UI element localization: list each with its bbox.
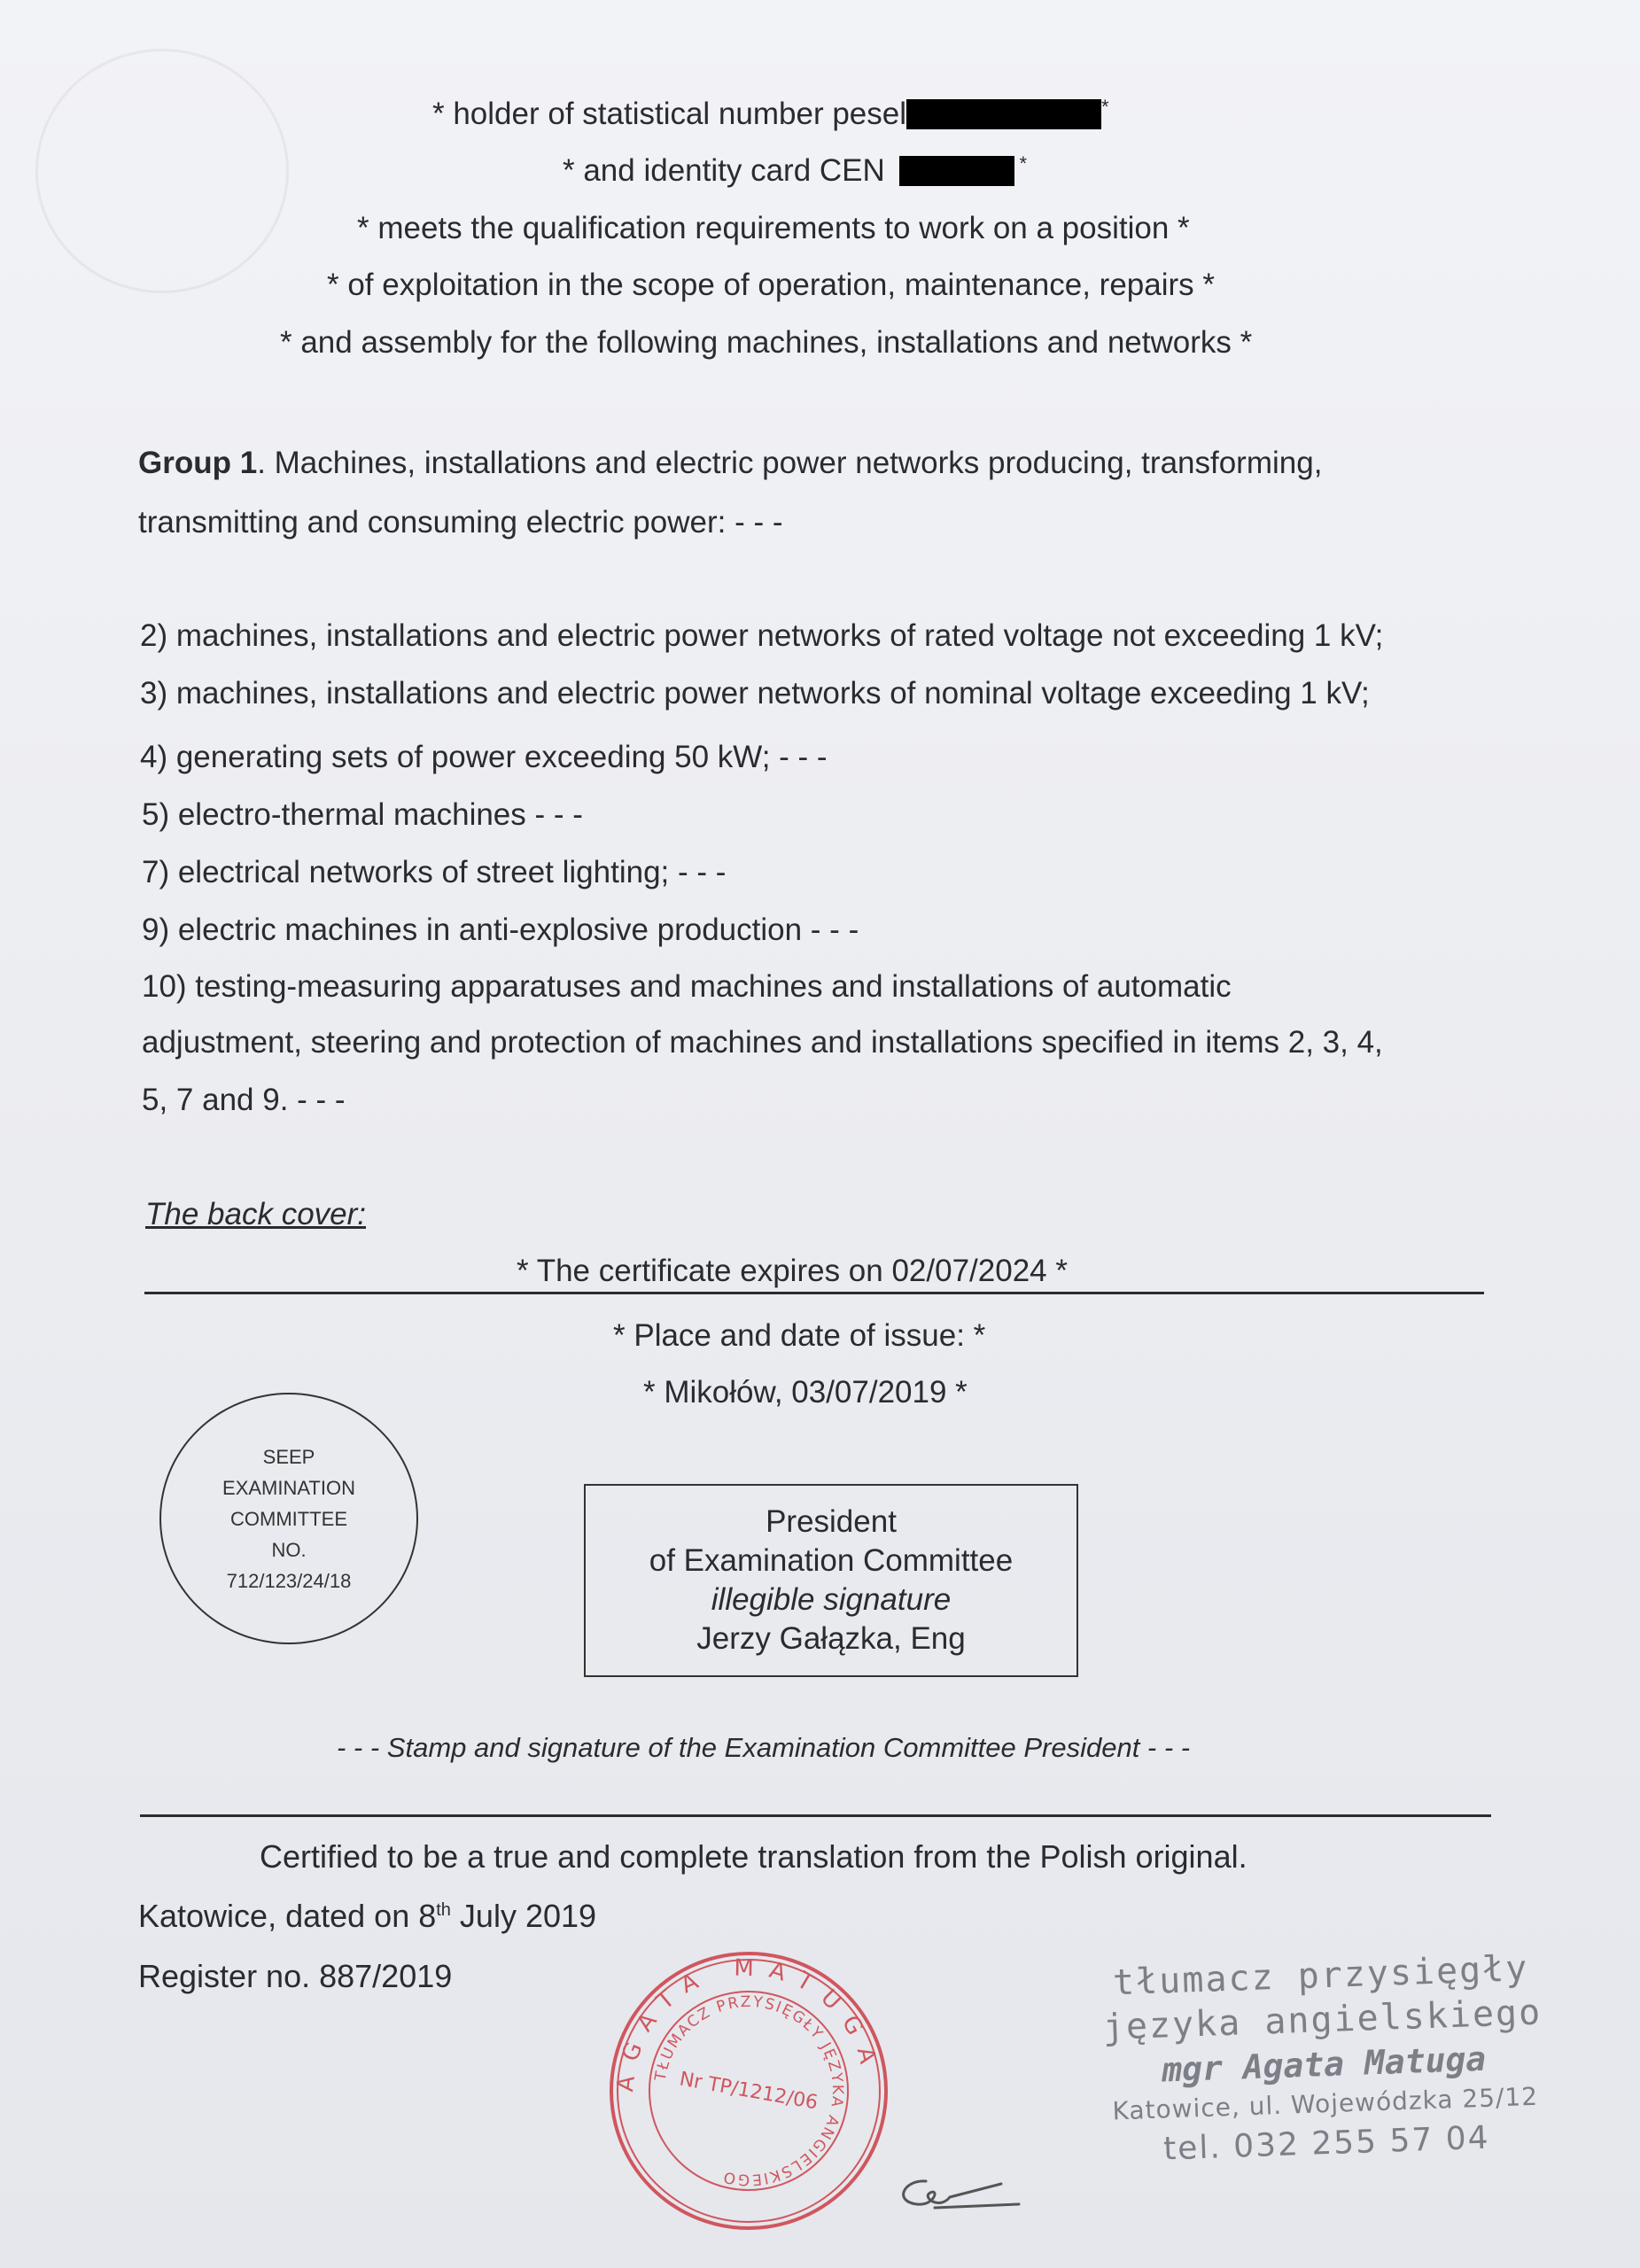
- stamp-line: 712/123/24/18: [226, 1569, 352, 1592]
- list-item: 5) electro-thermal machines - - -: [142, 797, 583, 832]
- pesel-end-star: *: [1101, 96, 1109, 118]
- list-item: 5, 7 and 9. - - -: [142, 1083, 346, 1117]
- back-cover-label: The back cover:: [145, 1197, 366, 1231]
- divider-bottom: [140, 1814, 1491, 1817]
- signature-committee: of Examination Committee: [649, 1543, 1014, 1578]
- date-superscript: th: [436, 1900, 451, 1920]
- date-prefix: Katowice, dated on 8: [138, 1898, 437, 1934]
- pesel-line: [432, 96, 1109, 132]
- list-item: 3) machines, installations and electric power networks of nominal voltage exceeding 1 kV;: [140, 676, 1370, 711]
- expiry-line: * The certificate expires on 02/07/2024 *: [517, 1254, 1068, 1288]
- redacted-id-card: [899, 156, 1014, 186]
- faint-stamp-impression: [35, 49, 289, 293]
- handwritten-signature: [886, 2162, 1028, 2224]
- translator-phone: tel. 032 255 57 04: [1162, 2119, 1491, 2168]
- list-item: 10) testing-measuring apparatuses and machines and installations of automatic: [142, 969, 1232, 1004]
- signature-note: illegible signature: [711, 1582, 952, 1617]
- assembly-line: * and assembly for the following machines, installations and networks *: [280, 325, 1253, 360]
- stamp-line: NO.: [271, 1538, 307, 1561]
- signature-title: President: [766, 1504, 897, 1539]
- group-label: Group 1: [138, 446, 258, 480]
- pesel-label: * holder of statistical number pesel: [432, 97, 906, 131]
- group-heading: [138, 446, 1322, 481]
- group-text-line1: . Machines, installations and electric power networks producing, transforming,: [257, 446, 1323, 480]
- translator-red-seal: [602, 1945, 895, 2237]
- id-card-line: [563, 152, 1027, 189]
- place-date-label: * Place and date of issue: *: [613, 1318, 986, 1353]
- translator-language: języka angielskiego: [1102, 1992, 1543, 2048]
- list-item: adjustment, steering and protection of machines and installations specified in items 2, 3, 4,: [142, 1025, 1383, 1060]
- list-item: 2) machines, installations and electric power networks of rated voltage not exceeding 1 kV;: [140, 618, 1384, 653]
- committee-stamp: [159, 1393, 418, 1644]
- seal-number: Nr TP/1212/06: [677, 2068, 820, 2115]
- translator-address: Katowice, ul. Wojewódzka 25/12: [1111, 2081, 1539, 2126]
- translator-stamp: [1072, 1945, 1575, 2174]
- stamp-caption: - - - Stamp and signature of the Examination Committee President - - -: [337, 1732, 1191, 1763]
- list-item: 4) generating sets of power exceeding 50 kW; - - -: [140, 740, 828, 774]
- place-date-value: * Mikołów, 03/07/2019 *: [643, 1375, 968, 1410]
- redacted-pesel: [906, 99, 1101, 129]
- stamp-line: COMMITTEE: [230, 1507, 347, 1530]
- exploitation-line: * of exploitation in the scope of operation, maintenance, repairs *: [327, 268, 1216, 302]
- translator-title: tłumacz przysięgły: [1112, 1948, 1530, 2004]
- divider-top: [144, 1292, 1484, 1294]
- stamp-line: SEEP: [262, 1445, 315, 1468]
- id-card-label: * and identity card CEN: [563, 153, 885, 188]
- stamp-line: EXAMINATION: [222, 1476, 355, 1499]
- id-card-end-star: *: [1019, 152, 1028, 175]
- signature-box: [584, 1484, 1078, 1677]
- seal-outer-text: AGATA MATUGA: [612, 1954, 884, 2093]
- qualification-line: * meets the qualification requirements to work on a position *: [357, 211, 1190, 245]
- translator-name: mgr Agata Matuga: [1161, 2039, 1487, 2090]
- certification-statement: Certified to be a true and complete translation from the Polish original.: [260, 1838, 1247, 1875]
- group-text-line2: transmitting and consuming electric power: - - -: [138, 505, 783, 540]
- register-number: Register no. 887/2019: [138, 1958, 453, 1994]
- signature-name: Jerzy Gałązka, Eng: [696, 1621, 966, 1656]
- certification-date: [138, 1898, 596, 1934]
- list-item: 7) electrical networks of street lighting; - - -: [142, 855, 727, 889]
- date-suffix: July 2019: [450, 1898, 597, 1934]
- list-item: 9) electric machines in anti-explosive production - - -: [142, 913, 859, 947]
- seal-inner-text: TŁUMACZ PRZYSIĘGŁY JĘZYKA ANGIELSKIEGO: [651, 1992, 847, 2189]
